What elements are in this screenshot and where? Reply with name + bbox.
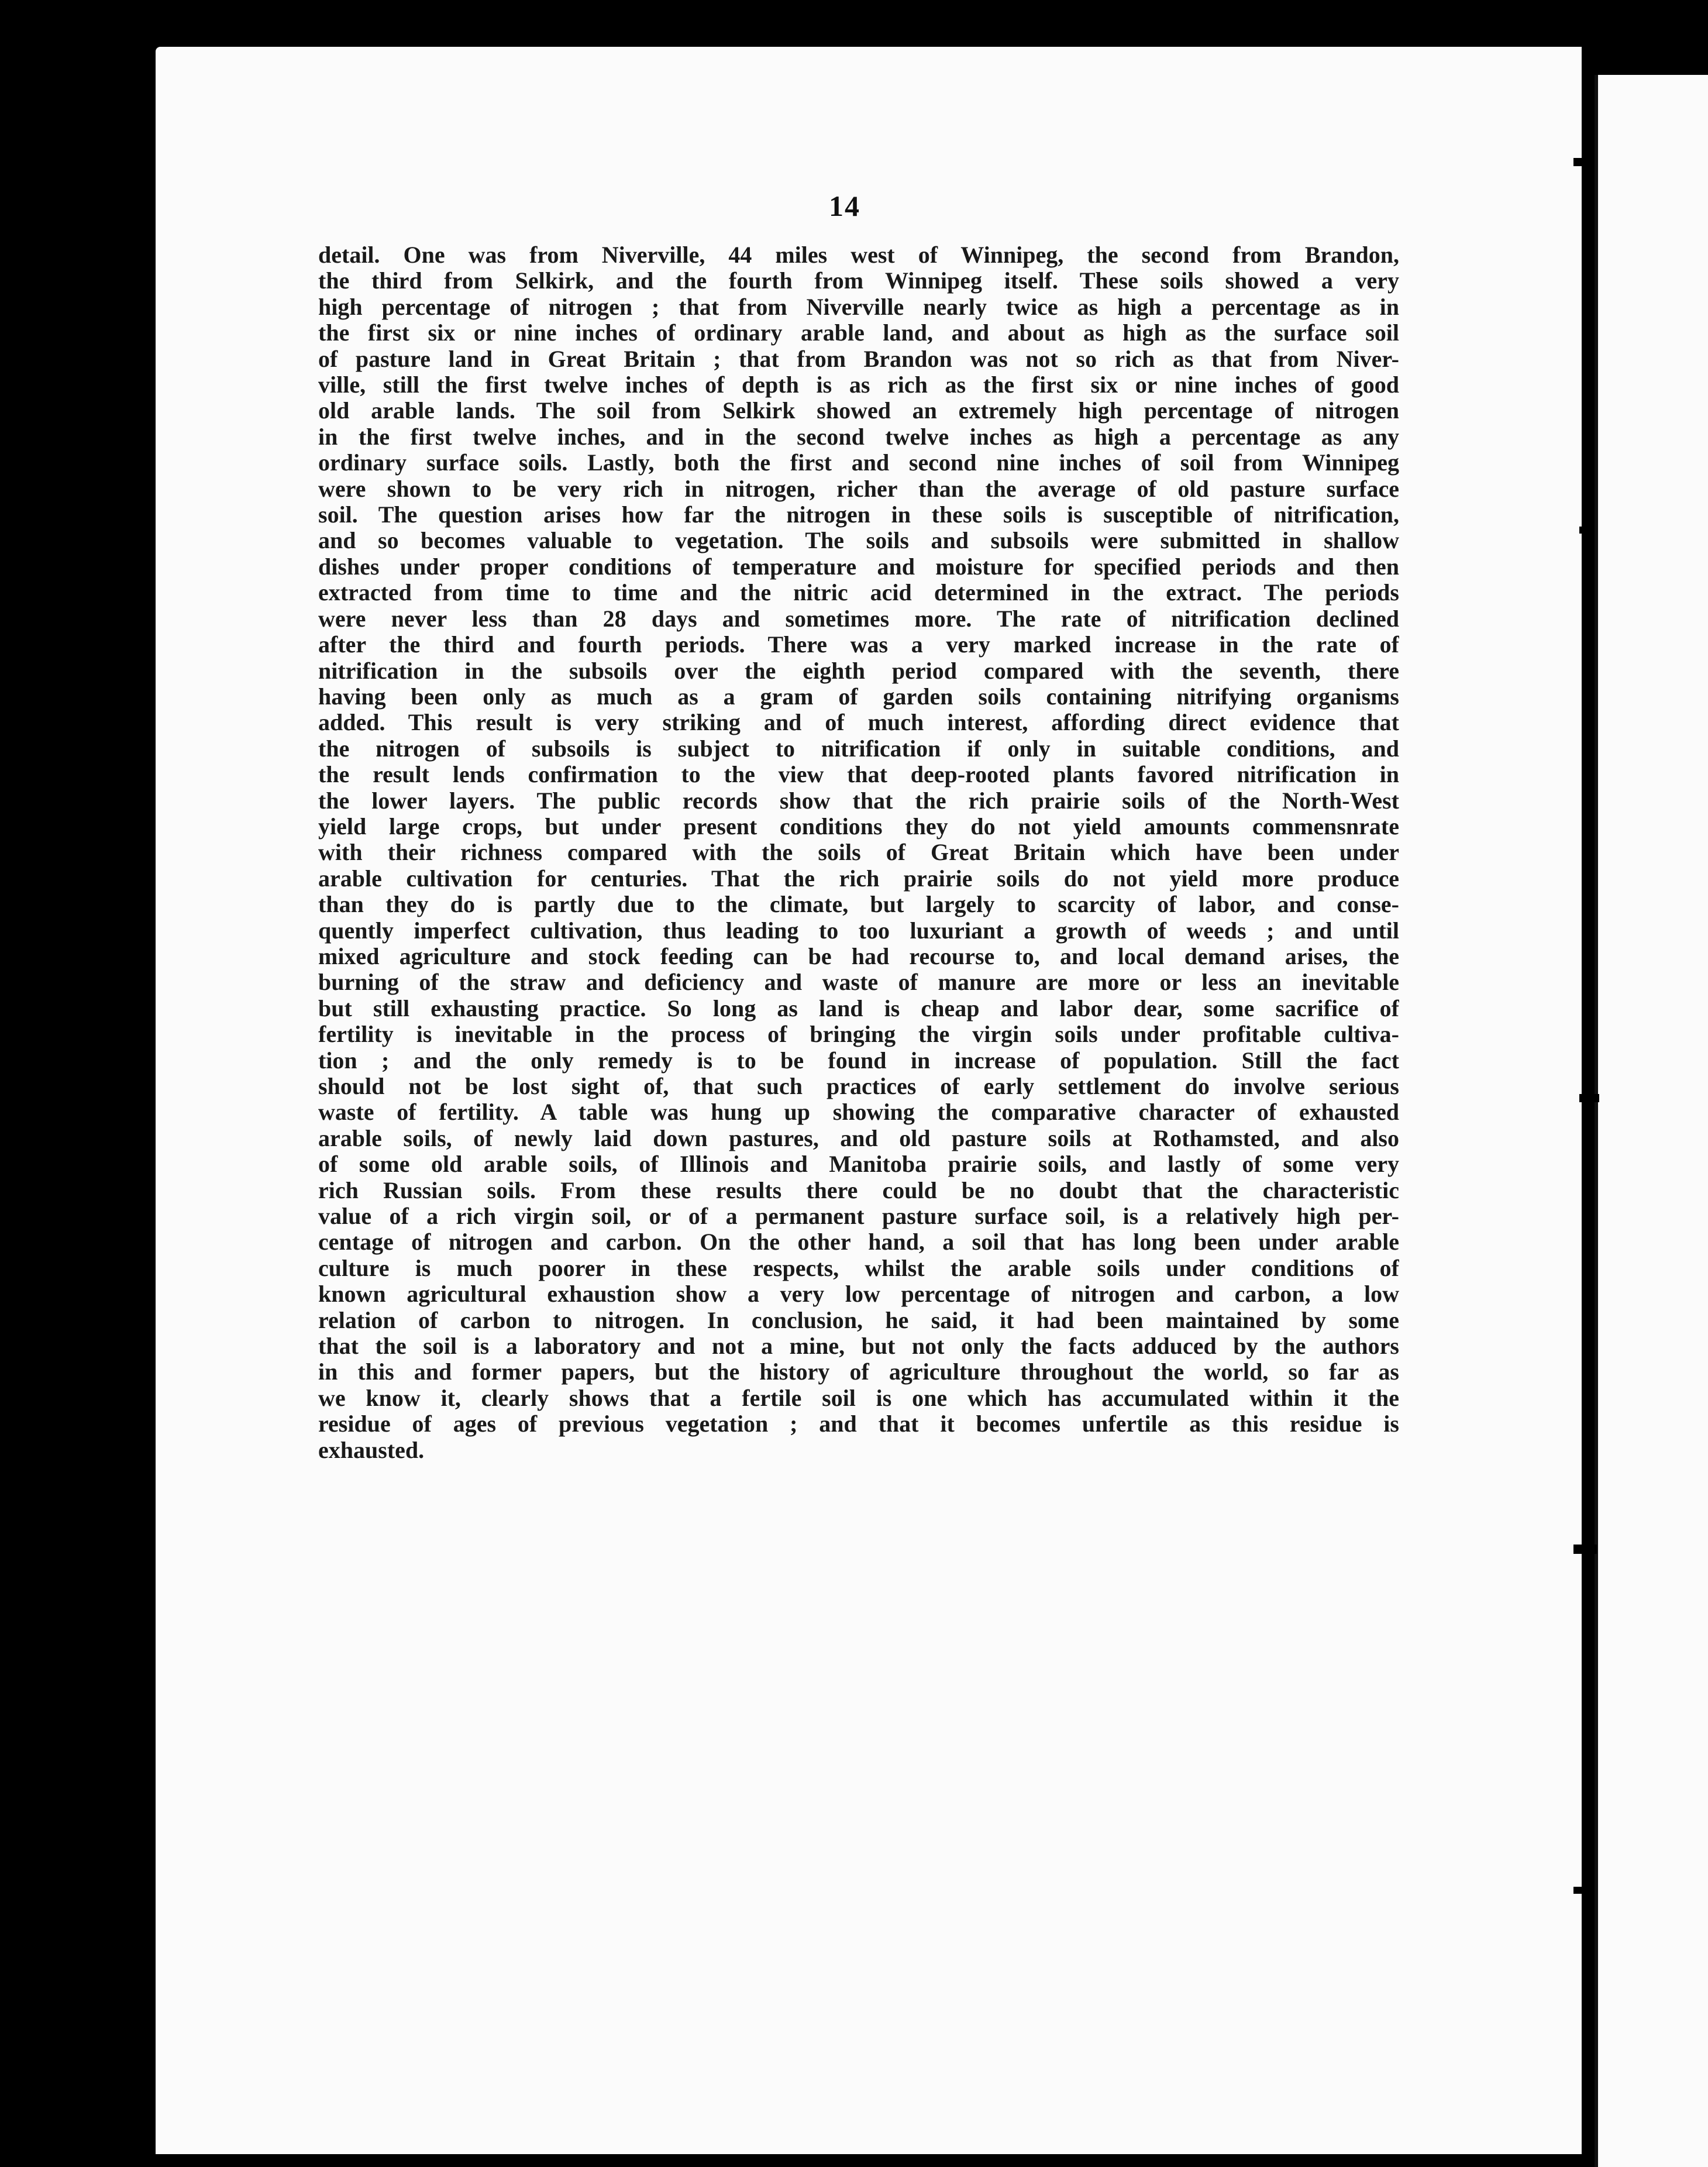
- text-line: residue of ages of previous vegetation ; and that it becomes unfertile as this residue is: [318, 1411, 1399, 1437]
- binding-notch: [1573, 1887, 1592, 1894]
- text-line: fertility is inevitable in the process of bringing the virgin soils under profitable cultiva-: [318, 1021, 1399, 1048]
- text-line: yield large crops, but under present conditions they do not yield amounts commensnrate: [318, 813, 1399, 840]
- text-line: exhausted.: [318, 1437, 425, 1463]
- text-line: but still exhausting practice. So long as land is cheap and labor dear, some sacrifice of: [318, 995, 1399, 1021]
- text-line: we know it, clearly shows that a fertile soil is one which has accumulated within it the: [318, 1385, 1399, 1411]
- text-line: mixed agriculture and stock feeding can be had recourse to, and local demand arises, the: [318, 943, 1399, 969]
- text-line: culture is much poorer in these respects, whilst the arable soils under conditions of: [318, 1255, 1399, 1281]
- text-line: the result lends confirmation to the view that deep-rooted plants favored nitrification in: [318, 762, 1399, 788]
- text-line: high percentage of nitrogen ; that from Niverville nearly twice as high a percentage as in: [318, 294, 1399, 320]
- text-line: ville, still the first twelve inches of depth is as rich as the first six or nine inches of good: [318, 372, 1399, 398]
- text-line: having been only as much as a gram of garden soils containing nitrifying organisms: [318, 683, 1399, 710]
- text-line: of some old arable soils, of Illinois and Manitoba prairie soils, and lastly of some very: [318, 1151, 1399, 1178]
- text-line: quently imperfect cultivation, thus leading to too luxuriant a growth of weeds ; and until: [318, 917, 1399, 944]
- adjacent-page-edge: [1595, 75, 1598, 2167]
- text-line: waste of fertility. A table was hung up showing the comparative character of exhausted: [318, 1099, 1399, 1126]
- text-line: of pasture land in Great Britain ; that from Brandon was not so rich as that from Niver-: [318, 346, 1399, 372]
- text-line: value of a rich virgin soil, or of a permanent pasture surface soil, is a relatively high per-: [318, 1203, 1399, 1230]
- text-line: the nitrogen of subsoils is subject to nitrification if only in suitable conditions, and: [318, 735, 1399, 762]
- text-line: rich Russian soils. From these results there could be no doubt that the characteristic: [318, 1177, 1399, 1203]
- text-line: after the third and fourth periods. There was a very marked increase in the rate of: [318, 632, 1399, 658]
- text-line: detail. One was from Niverville, 44 miles west of Winnipeg, the second from Brandon,: [318, 242, 1399, 268]
- text-line: extracted from time to time and the nitric acid determined in the extract. The periods: [318, 580, 1399, 606]
- text-line: than they do is partly due to the climate, but largely to scarcity of labor, and conse-: [318, 892, 1399, 918]
- binding-notch: [1573, 158, 1591, 166]
- text-line: tion ; and the only remedy is to be found in increase of population. Still the fact: [318, 1047, 1399, 1074]
- text-line: should not be lost sight of, that such practices of early settlement do involve serious: [318, 1074, 1399, 1099]
- text-line: and so becomes valuable to vegetation. The soils and subsoils were submitted in shallow: [318, 528, 1399, 554]
- text-line: centage of nitrogen and carbon. On the other hand, a soil that has long been under arable: [318, 1229, 1399, 1256]
- text-line: old arable lands. The soil from Selkirk showed an extremely high percentage of nitrogen: [318, 398, 1399, 424]
- text-line: arable soils, of newly laid down pastures, and old pasture soils at Rothamsted, and also: [318, 1125, 1399, 1151]
- binding-notch: [1579, 527, 1595, 534]
- text-line: in this and former papers, but the history of agriculture throughout the world, so far as: [318, 1359, 1399, 1385]
- text-line: nitrification in the subsoils over the eighth period compared with the seventh, there: [318, 658, 1399, 684]
- text-line: the third from Selkirk, and the fourth from Winnipeg itself. These soils showed a very: [318, 268, 1399, 294]
- text-line: were never less than 28 days and sometimes more. The rate of nitrification declined: [318, 606, 1399, 632]
- text-line: were shown to be very rich in nitrogen, richer than the average of old pasture surface: [318, 476, 1399, 502]
- text-line: burning of the straw and deficiency and waste of manure are more or less an inevitable: [318, 969, 1399, 996]
- text-line: in the first twelve inches, and in the second twelve inches as high a percentage as any: [318, 424, 1399, 450]
- text-line: relation of carbon to nitrogen. In conclusion, he said, it had been maintained by some: [318, 1307, 1399, 1333]
- binding-notch: [1573, 1545, 1597, 1554]
- text-line: the lower layers. The public records show that the rich prairie soils of the North-West: [318, 787, 1399, 814]
- text-line: ordinary surface soils. Lastly, both the first and second nine inches of soil from Winnipeg: [318, 450, 1399, 476]
- text-line: known agricultural exhaustion show a very low percentage of nitrogen and carbon, a low: [318, 1281, 1399, 1308]
- text-line: with their richness compared with the soils of Great Britain which have been under: [318, 840, 1399, 866]
- text-line: arable cultivation for centuries. That the rich prairie soils do not yield more produce: [318, 865, 1399, 892]
- text-line: added. This result is very striking and of much interest, affording direct evidence that: [318, 710, 1399, 736]
- text-line: dishes under proper conditions of temperature and moisture for specified periods and then: [318, 553, 1399, 580]
- adjacent-page-strip: [1595, 75, 1708, 2167]
- binding-notch: [1579, 1094, 1599, 1102]
- text-line: that the soil is a laboratory and not a mine, but not only the facts adduced by the authors: [318, 1333, 1399, 1360]
- text-line: the first six or nine inches of ordinary arable land, and about as high as the surface soil: [318, 320, 1399, 346]
- body-text: [318, 242, 1399, 1463]
- page-number: 14: [829, 190, 860, 222]
- text-line: soil. The question arises how far the nitrogen in these soils is susceptible of nitrification,: [318, 502, 1399, 528]
